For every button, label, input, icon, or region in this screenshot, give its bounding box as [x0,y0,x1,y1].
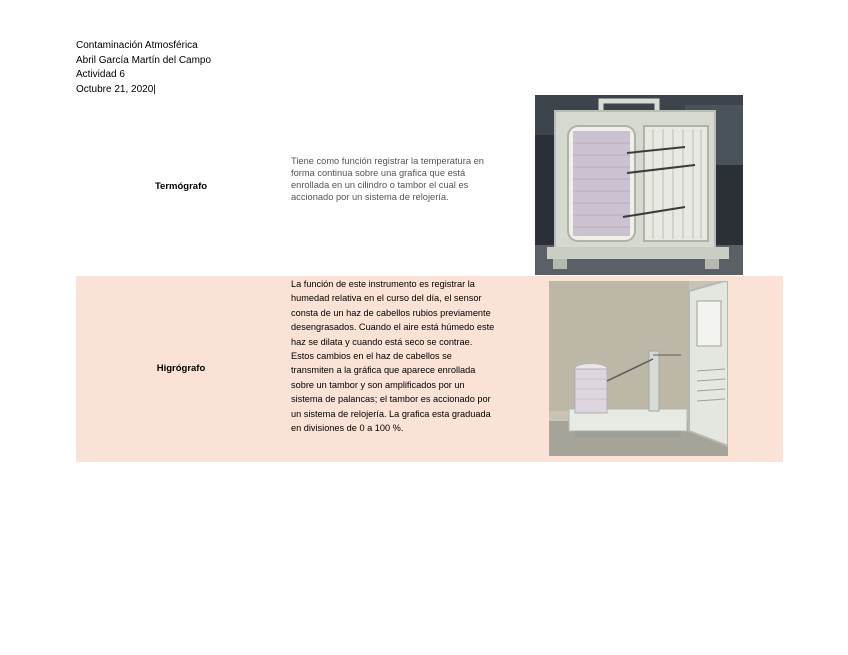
document-header [76,39,211,97]
header-activity: Actividad 6 [76,69,125,80]
instrument-name-termografo: Termógrafo [154,181,208,192]
instrument-name-higrografo: Higrógrafo [156,363,206,374]
higrografo-photo [549,281,728,456]
termografo-photo [535,95,743,275]
header-author: Abril García Martín del Campo [76,54,212,66]
instrument-description-termografo: Tiene como función registrar la temperatura en forma continua sobre una grafica que está enrollada en un cilindro o tambor el cual es accionado por un sistema de relojería. [291,156,484,202]
instrument-description-higrografo: La función de este instrumento es registrar la humedad relativa en el curso del día, el sensor consta de un haz de cabellos rubios previamente desengrasados. Cuando el aire está húmedo este haz se dilata y cuando está seco se contrae. Estos cambios en el haz de cabellos se transmiten a la gráfica que aparece enrollada sobre un tambor y son amplificados por un sistema de palancas; el tambor es accionado por un sistema de relojería. La grafica esta graduada en divisiones de 0 a 100 %. [291,279,495,434]
header-subject: Contaminación Atmosférica [76,40,198,51]
header-date: Octubre 21, 2020| [76,83,156,95]
table-row-termografo [76,95,783,276]
table-row-higrografo [76,276,783,462]
